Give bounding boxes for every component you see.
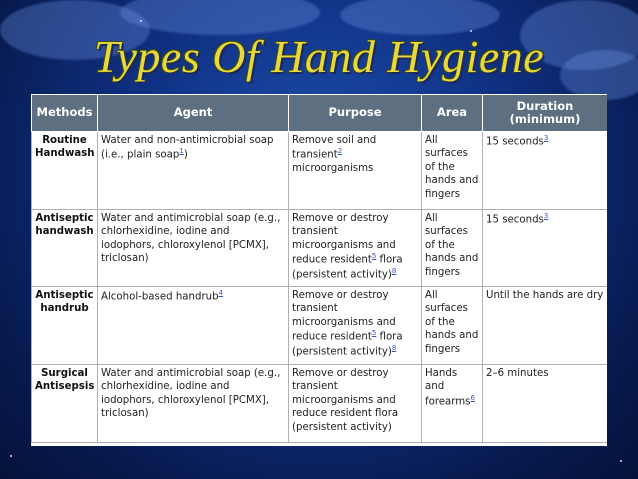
footnote-link[interactable]: 2 (337, 147, 343, 156)
header-duration-sub: (minimum) (509, 112, 581, 126)
header-duration-label: Duration (516, 98, 574, 113)
footnote-link[interactable]: 4 (218, 289, 224, 297)
hand-hygiene-table (31, 94, 607, 446)
table-row (32, 132, 608, 210)
cell-area: All surfaces of the hands and fingers (422, 132, 483, 210)
table-row (32, 210, 608, 287)
cell-duration: Until the hands are dry (483, 287, 608, 365)
cell-duration: 15 seconds$^3$ (483, 210, 608, 287)
table-row (32, 365, 608, 443)
slide-title: Types Of Hand Hygiene (93, 31, 545, 82)
footnote-link[interactable]: 5 (371, 329, 377, 338)
header-methods: Methods (32, 95, 98, 132)
header-area: Area (422, 95, 483, 132)
table-row (32, 287, 608, 365)
footnote-link[interactable]: 8 (391, 267, 397, 276)
cell-agent: Alcohol-based handrub$^4$ (98, 287, 289, 365)
cell-purpose: Remove soil and transient$^2$ microorganisms (289, 132, 422, 210)
header-agent: Agent (98, 95, 289, 132)
cell-purpose: Remove or destroy transient microorganisms and reduce resident$^5$ flora (persistent activity)$^8$ (289, 210, 422, 287)
header-purpose: Purpose (289, 95, 422, 132)
cell-method: Surgical Antisepsis (32, 365, 98, 443)
cell-agent: Water and antimicrobial soap (e.g., chlorhexidine, iodine and iodophors, chloroxylenol [PCMX], triclosan) (98, 210, 289, 287)
footnote-link[interactable]: 3 (543, 212, 549, 220)
footnote-link[interactable]: 5 (371, 252, 377, 261)
cell-area: All surfaces of the hands and fingers (422, 287, 483, 365)
cell-agent: Water and non-antimicrobial soap (i.e., plain soap$^1$) (98, 132, 289, 210)
background-star (140, 20, 142, 22)
cell-purpose: Remove or destroy transient microorganisms and reduce resident flora (persistent activity) (289, 365, 422, 443)
footnote-link[interactable]: 8 (391, 344, 397, 353)
cell-area: All surfaces of the hands and fingers (422, 210, 483, 287)
footnote-link[interactable]: 6 (470, 393, 476, 402)
cell-method: Routine Handwash (32, 132, 98, 210)
header-duration (483, 95, 608, 132)
background-star (620, 460, 622, 462)
cell-duration: 15 seconds$^3$ (483, 132, 608, 210)
footnote-link[interactable]: 3 (543, 134, 549, 142)
cell-agent: Water and antimicrobial soap (e.g., chlorhexidine, iodine and iodophors, chloroxylenol [PCMX], triclosan) (98, 365, 289, 443)
cell-method: Antiseptic handwash (32, 210, 98, 287)
background-star (10, 455, 12, 457)
cell-method: Antiseptic handrub (32, 287, 98, 365)
cell-area: Hands and forearms$^6$ (422, 365, 483, 443)
cell-purpose: Remove or destroy transient microorganisms and reduce resident$^5$ flora (persistent activity)$^8$ (289, 287, 422, 365)
table-header-row (32, 95, 608, 132)
footnote-link[interactable]: 1 (179, 147, 184, 156)
cell-duration: 2–6 minutes (483, 365, 608, 443)
